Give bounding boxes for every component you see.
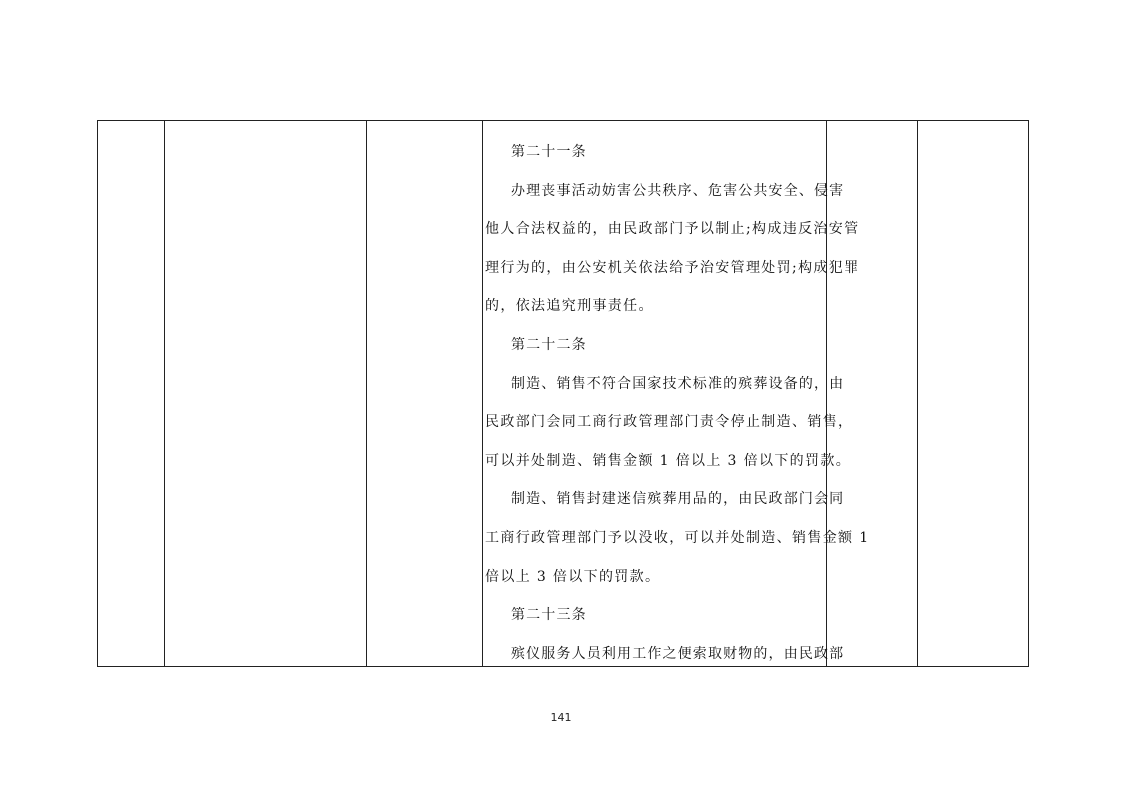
- table-cell-1: [98, 121, 165, 667]
- provision-line: 的，依法追究刑事责任。: [485, 298, 654, 315]
- table-cell-5: [827, 121, 918, 667]
- regulation-table: [97, 120, 1029, 667]
- table-cell-6: [918, 121, 1029, 667]
- provision-line: 制造、销售封建迷信殡葬用品的，由民政部门会同: [511, 491, 845, 508]
- provision-line: 殡仪服务人员利用工作之便索取财物的，由民政部: [511, 645, 845, 662]
- provision-line: 倍以上 3 倍以下的罚款。: [485, 568, 661, 585]
- provision-line: 办理丧事活动妨害公共秩序、危害公共安全、侵害: [511, 182, 845, 199]
- legal-provisions-cell: [483, 121, 870, 667]
- provision-line: 他人合法权益的，由民政部门予以制止;构成违反治安管: [485, 221, 860, 238]
- provision-line: 第二十二条: [511, 337, 587, 353]
- table-cell-2: [165, 121, 367, 667]
- table-row: [98, 121, 1029, 667]
- table-cell-3: [367, 121, 483, 667]
- provision-line: 民政部门会同工商行政管理部门责令停止制造、销售，: [485, 414, 854, 431]
- provision-line: 第二十三条: [511, 607, 587, 624]
- page-number: 141: [550, 711, 572, 724]
- provision-line: 第二十一条: [511, 144, 587, 160]
- provision-line: 可以并处制造、销售金额 1 倍以上 3 倍以下的罚款。: [485, 452, 852, 469]
- provision-line: 理行为的，由公安机关依法给予治安管理处罚;构成犯罪: [485, 259, 860, 276]
- provision-line: 制造、销售不符合国家技术标准的殡葬设备的，由: [511, 375, 845, 392]
- provision-line: 工商行政管理部门予以没收，可以并处制造、销售金额 1: [485, 530, 870, 546]
